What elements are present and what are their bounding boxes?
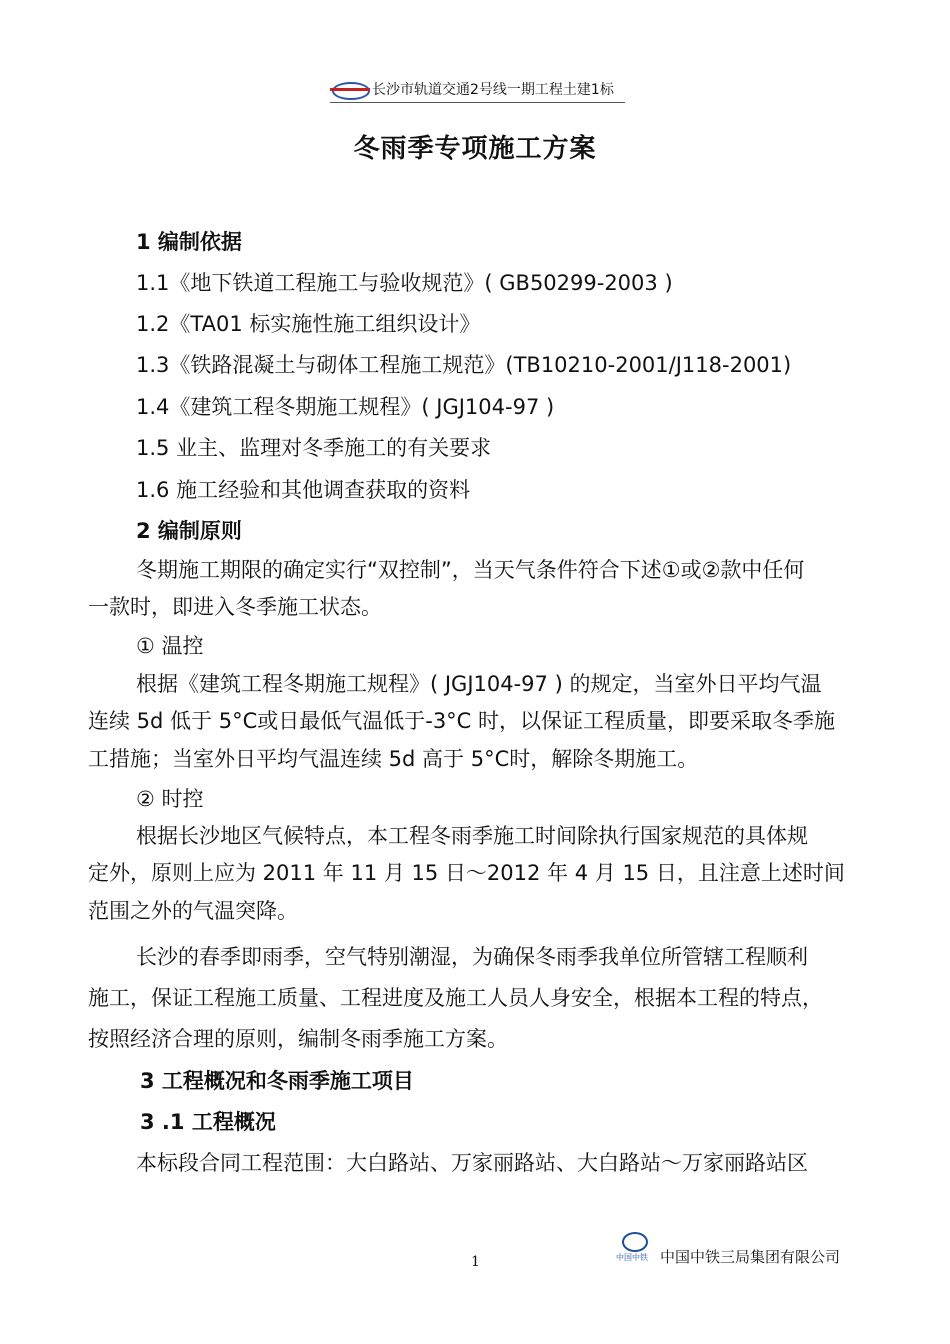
heading-3: 3 工程概况和冬雨季施工项目 — [140, 1069, 414, 1093]
paragraph-line: 冬期施工期限的确定实行“双控制”，当天气条件符合下述①或②款中任何 — [136, 558, 805, 582]
document-title: 冬雨季专项施工方案 — [353, 134, 597, 164]
paragraph-line: 定外，原则上应为 2011 年 11 月 15 日～2012 年 4 月 15 日，且注意上述时间 — [88, 861, 845, 885]
ref-1-1: 1.1《地下铁道工程施工与验收规范》( GB50299-2003 ) — [136, 271, 673, 295]
header-text: 长沙市轨道交通2号线一期工程土建1标 — [372, 82, 614, 98]
paragraph-line: 连续 5d 低于 5°C或日最低气温低于-3°C 时，以保证工程质量，即要采取冬季施 — [88, 709, 836, 733]
paragraph-line: 长沙的春季即雨季，空气特别潮湿，为确保冬雨季我单位所管辖工程顺利 — [136, 945, 808, 969]
crcc-logo-icon — [616, 1232, 652, 1262]
paragraph-line: 本标段合同工程范围：大白路站、万家丽路站、大白路站～万家丽路站区 — [136, 1151, 808, 1175]
paragraph-line: 按照经济合理的原则，编制冬雨季施工方案。 — [88, 1027, 508, 1051]
item-time-control: ② 时控 — [136, 787, 204, 811]
heading-1: 1 编制依据 — [136, 230, 242, 254]
ref-1-4: 1.4《建筑工程冬期施工规程》( JGJ104-97 ) — [136, 395, 555, 419]
ref-1-3: 1.3《铁路混凝土与砌体工程施工规范》(TB10210-2001/J118-2001) — [136, 353, 792, 377]
page-number: 1 — [471, 1254, 480, 1270]
heading-3-1: 3 .1 工程概况 — [140, 1110, 276, 1134]
paragraph-line: 范围之外的气温突降。 — [88, 899, 298, 923]
item-temperature-control: ① 温控 — [136, 634, 204, 658]
logo-caption: 中国中铁 — [616, 1253, 648, 1262]
paragraph-line: 工措施；当室外日平均气温连续 5d 高于 5°C时，解除冬期施工。 — [88, 747, 699, 771]
page-header — [330, 76, 614, 102]
paragraph-line: 根据《建筑工程冬期施工规程》( JGJ104-97 ) 的规定，当室外日平均气温 — [136, 672, 822, 696]
metro-logo-icon — [330, 78, 370, 100]
heading-2: 2 编制原则 — [136, 519, 242, 543]
paragraph-line: 施工，保证工程施工质量、工程进度及施工人员人身安全，根据本工程的特点， — [88, 986, 823, 1010]
company-name: 中国中铁三局集团有限公司 — [660, 1248, 841, 1266]
ref-1-5: 1.5 业主、监理对冬季施工的有关要求 — [136, 436, 492, 460]
ref-1-2: 1.2《TA01 标实施性施工组织设计》 — [136, 312, 481, 336]
paragraph-line: 一款时，即进入冬季施工状态。 — [88, 595, 382, 619]
paragraph-line: 根据长沙地区气候特点，本工程冬雨季施工时间除执行国家规范的具体规 — [136, 824, 808, 848]
ref-1-6: 1.6 施工经验和其他调查获取的资料 — [136, 478, 471, 502]
header-divider — [330, 102, 625, 103]
